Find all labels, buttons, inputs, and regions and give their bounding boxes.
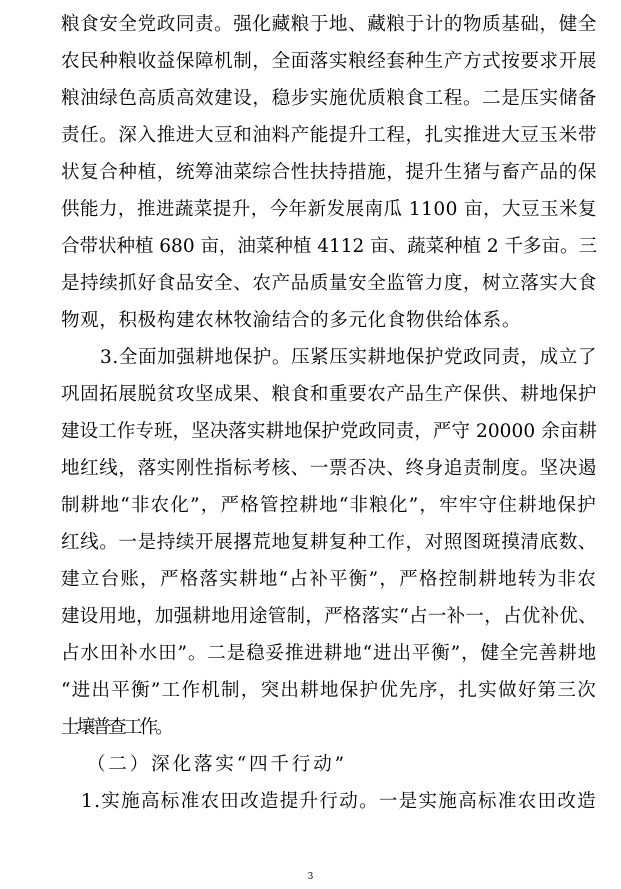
line-text: 制耕地“非农化”，严格管控耕地“非粮化”，牢牢守住耕地保护: [61, 495, 598, 516]
line-text: 地红线，落实刚性指标考核、一票否决、终身追责制度。坚决遏: [61, 458, 597, 479]
line-text: 建立台账，严格落实耕地“占补平衡”，严格控制耕地转为非农: [61, 569, 598, 590]
text-line: [0, 121, 621, 151]
text-line: [0, 158, 621, 188]
text-line: [0, 269, 621, 299]
text-line: [0, 454, 621, 484]
line-text: 是持续抓好食品安全、农产品质量安全监管力度，树立落实大食: [61, 273, 597, 294]
line-text: 农民种粮收益保障机制，全面落实粮经套种生产方式按要求开展: [61, 51, 597, 72]
line-text: 供能力，推进蔬菜提升，今年新发展南瓜 1100 亩，大豆玉米复: [61, 199, 597, 220]
line-text: 巩固拓展脱贫攻坚成果、粮食和重要农产品生产保供、耕地保护: [61, 384, 597, 405]
text-line: [0, 528, 621, 558]
text-line: [0, 639, 621, 669]
heading-text: （二）深化落实“四千行动”: [87, 754, 347, 775]
line-text: 状复合种植，统筹油菜综合性扶持措施，提升生猪与畜产品的保: [61, 162, 597, 183]
line-text: 建设用地，加强耕地用途管制，严格落实“占一补一，占优补优、: [61, 606, 597, 627]
line-text: 1.实施高标准农田改造提升行动。一是实施高标准农田改造: [81, 791, 598, 812]
line-text: 粮食安全党政同责。强化藏粮于地、藏粮于计的物质基础，健全: [61, 14, 597, 35]
text-line: [0, 343, 621, 373]
text-line: [0, 676, 621, 706]
text-line: [0, 306, 621, 336]
text-line: [0, 787, 621, 817]
line-text: “进出平衡”工作机制，突出耕地保护优先序，扎实做好第三次: [61, 680, 598, 701]
text-line: [0, 565, 621, 595]
text-line: [0, 713, 621, 743]
text-line: [0, 47, 621, 77]
page-number: 3: [307, 872, 314, 882]
text-line: [0, 195, 621, 225]
text-line: [0, 232, 621, 262]
text-line: [0, 417, 621, 447]
line-text: 红线。一是持续开展撂荒地复耕复种工作，对照图斑摸清底数、: [61, 532, 597, 553]
line-text: 占水田补水田”。二是稳妥推进耕地“进出平衡”，健全完善耕地: [61, 643, 597, 664]
line-text: 合带状种植 680 亩，油菜种植 4112 亩、蔬菜种植 2 千多亩。三: [61, 236, 597, 257]
line-text: 3.全面加强耕地保护。压紧压实耕地保护党政同责，成立了: [100, 347, 598, 368]
text-line: [0, 602, 621, 632]
line-text: 粮油绿色高质高效建设，稳步实施优质粮食工程。二是压实储备: [61, 88, 597, 109]
line-text: 土壤普查工作。: [61, 717, 171, 738]
text-line: [0, 491, 621, 521]
line-text: 物观，积极构建农林牧渝结合的多元化食物供给体系。: [61, 310, 521, 331]
text-line: [0, 380, 621, 410]
line-text: 责任。深入推进大豆和油料产能提升工程，扎实推进大豆玉米带: [61, 125, 597, 146]
text-line: [0, 84, 621, 114]
section-heading: [0, 750, 621, 780]
text-line: [0, 10, 621, 40]
line-text: 建设工作专班，坚决落实耕地保护党政同责，严守 20000 余亩耕: [61, 421, 597, 442]
